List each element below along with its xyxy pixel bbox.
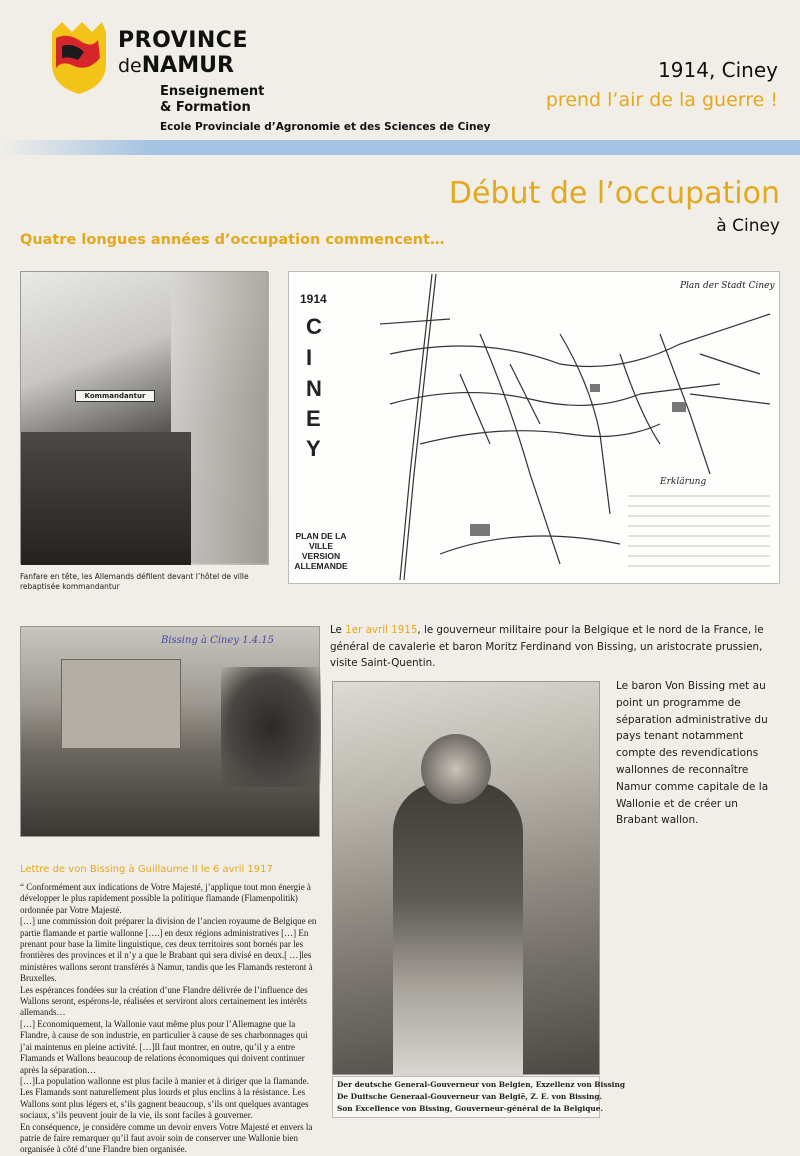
school-name: Ecole Provinciale d’Agronomie et des Sciences de Ciney [160, 121, 491, 133]
map-letter-i: I [306, 345, 313, 370]
letter-paragraph: […]La population wallonne est plus facile à manier et à diriger que la flamande. Les Flamands sont naturellement plus lourds et plus enclins à la résistance. Les Wallons sont plus légers et, s’ils gagnent beaucoup, s’ils ont quelques avantages sociaux, s’ils peuvent jouir de la vie, ils sont faciles à gouverner. [20, 1075, 309, 1121]
kommandantur-photo [20, 271, 268, 564]
letter-paragraph: En conséquence, je considère comme un devoir envers Votre Majesté et envers la patrie de faire remarquer qu’il faut avoir soin de conserver une Wallonie bien organisée à côté d’une Flandre bien organisée. [20, 1121, 313, 1155]
map-caption: PLAN DE LA VILLE VERSION ALLEMANDE [294, 531, 348, 571]
side-paragraph: Le baron Von Bissing met au point un programme de séparation administrative du pays tenant notamment compte des revendications wallonnes de reconnaître Namur comme capitale de la Wallonie et de créer un Brabant wallon. [616, 680, 769, 827]
bissing-visit-photo [20, 626, 320, 837]
street-plan [360, 274, 778, 580]
letter-paragraph: […] Economiquement, la Wallonie vaut même plus pour l’Allemagne que la Flandre, à cause de son industrie, en particulier à cause de ses charbonnages qui j’ai maintenus en pleine activité. […]Il faut montrer, en outre, qu’il y a entre Flamands et Wallons beaucoup de relations économiques qui doivent continuer après la séparation… [20, 1018, 308, 1075]
marching-soldiers [21, 432, 191, 565]
intro-rest: , le gouverneur militaire pour la Belgique et le nord de la France, le général de cavalerie et baron Moritz Ferdinand von Bissing, un aristocrate prussien, visite Saint-Quentin. [330, 624, 764, 669]
brand-province: PROVINCE [118, 28, 248, 53]
province-namur-logo [48, 18, 110, 96]
intro-date: 1er avril 1915 [345, 624, 418, 636]
poster-subtitle: prend l’air de la guerre ! [545, 89, 778, 111]
header-band-fade [0, 140, 150, 155]
caption-french: Son Excellence von Bissing, Gouverneur-général de la Belgique. [337, 1104, 604, 1113]
caption-german: Der deutsche General-Gouverneur von Belgien, Exzellenz von Bissing [337, 1080, 626, 1089]
brand-de-namur [118, 53, 234, 78]
von-bissing-portrait [332, 681, 600, 1075]
intro-lead: Le [330, 624, 342, 636]
map-letter-e: E [306, 406, 321, 431]
section-subtitle: à Ciney [716, 216, 780, 236]
letter-body [20, 882, 318, 1156]
brand-namur: NAMUR [141, 53, 234, 78]
section-title: Début de l’occupation [448, 176, 780, 211]
map-plan-title: Plan der Stadt Ciney [680, 281, 775, 291]
map-letter-n: N [306, 376, 322, 401]
intro-paragraph [330, 622, 782, 672]
caption-dutch: De Duitsche Generaal-Gouverneur van België, Z. E. von Bissing. [337, 1092, 603, 1101]
letter-paragraph: “ Conformément aux indications de Votre Majesté, j’applique tout mon énergie à développer le plus rapidement possible la politique flamande (Flamenpolitik) ordonnée par Votre Majesté. [20, 882, 311, 915]
house [61, 659, 181, 749]
letter-paragraph: Les espérances fondées sur la création d’une Flandre délivrée de l’influence des Wallons seront, espérons-le, réalisées et serviront alors certainement les intérêts allemands… [20, 984, 308, 1018]
section-kicker: Quatre longues années d’occupation commencent… [20, 232, 445, 248]
letter-title: Lettre de von Bissing à Guillaume II le 6 avril 1917 [20, 864, 273, 875]
letter-paragraph: […] une commission doit préparer la division de l’ancien royaume de Belgique en partie flamande et partie wallonne [….] en deux régions administratives […] En prenant pour base la limite linguistique, ces deux territoires sont bornés par les frontières des provinces et il n’y a que le Brabant qui sera divisé en deux.[ …]les ministères wallons seront transférés à Namur, tandis que les Flamands resteront à Bruxelles. [20, 916, 317, 984]
map-letter-c: C [306, 314, 322, 339]
poster-title: 1914, Ciney [658, 58, 778, 82]
map-year: 1914 [300, 292, 327, 306]
brand-enseignement: Enseignement [160, 84, 265, 99]
kommandantur-sign: Kommandantur [75, 390, 155, 402]
officer-head [421, 734, 491, 804]
officer-figure [393, 782, 523, 1076]
brand-formation: & Formation [160, 100, 251, 115]
brand-de: de [118, 55, 142, 77]
handwritten-note: Bissing à Ciney 1.4.15 [161, 635, 275, 646]
portrait-caption [332, 1076, 626, 1118]
map-legend-title: Erklärung [660, 477, 707, 487]
tree [221, 667, 321, 787]
map-letter-y: Y [306, 436, 321, 461]
photo1-caption: Fanfare en tête, les Allemands défilent devant l’hôtel de ville rebaptisée kommandantur [20, 572, 249, 591]
